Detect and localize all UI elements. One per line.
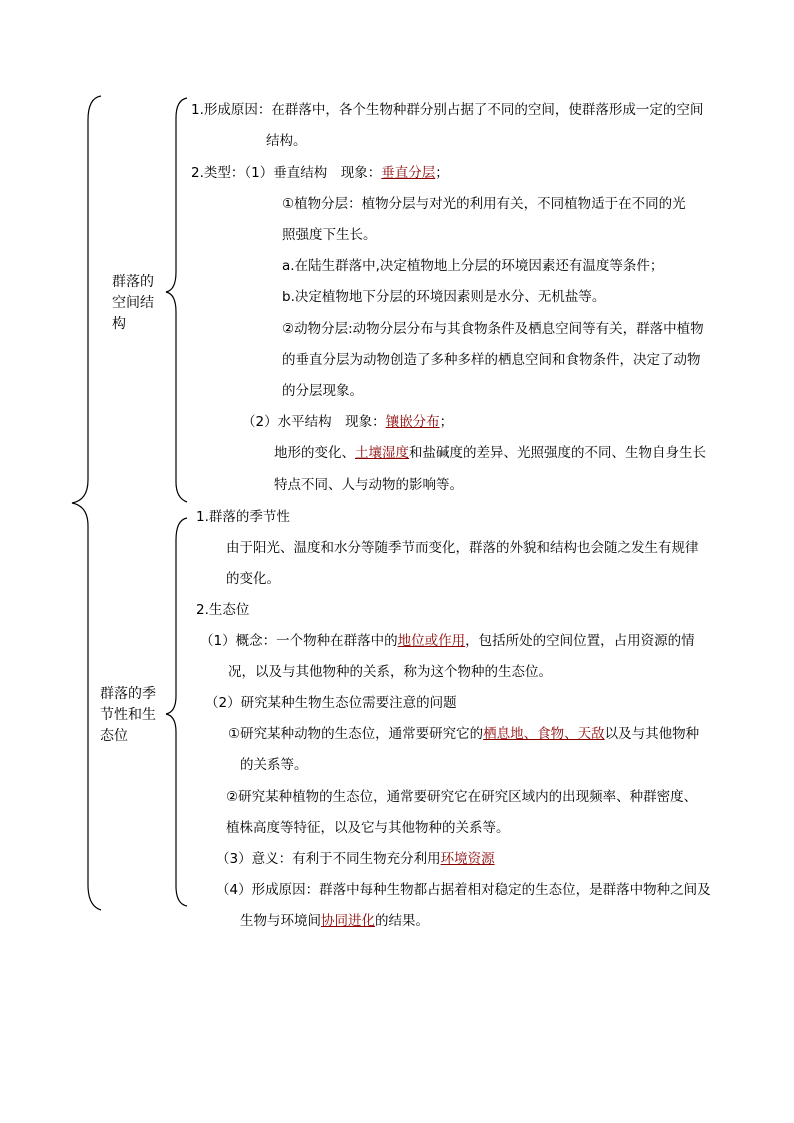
cause-line2-pre: 生物与环境间 [240,913,321,929]
research-animal-pre: ①研究某种动物的生态位，通常要研究它的 [228,726,484,742]
season-title: 1.群落的季节性 [196,509,290,525]
cause-line-2 [240,912,429,930]
section1-brace [166,98,187,502]
meaning-pre: （3）意义：有利于不同生物充分利用 [216,851,441,867]
soil-humidity: 土壤湿度 [355,445,409,461]
research-animal-line-1 [228,725,699,743]
coevolution: 协同进化 [321,913,375,929]
types-line [191,164,449,182]
factors-line-2: 特点不同、人与动物的影响等。 [274,477,463,493]
animal-line-1: ②动物分层:动物分层分布与其食物条件及栖息空间等有关，群落中植物 [282,321,704,337]
animal-line-3: 的分层现象。 [282,383,363,399]
habitat-food-enemy: 栖息地、食物、天敌 [483,726,605,742]
research-plant-line-1: ②研究某种植物的生态位，通常要研究它在研究区域内的出现频率、种群密度、 [226,789,698,805]
concept-pre: （1）概念：一个物种在群落中的 [200,633,398,649]
plant-line-a: a.在陆生群落中,决定植物地上分层的环境因素还有温度等条件； [282,258,664,274]
concept-post: ，包括所处的空间位置，占用资源的情 [465,633,695,649]
section2-label [100,684,164,747]
plant-line-1: ①植物分层：植物分层与对光的利用有关，不同植物适于在不同的光 [282,196,686,212]
formation-line-2: 结构。 [266,133,307,149]
concept-line-1 [200,632,695,650]
section2-label-line: 群落的季 [100,686,156,702]
section2-label-line: 态位 [100,728,128,744]
season-line-1: 由于阳光、温度和水分等随季节而变化，群落的外貌和结构也会随之发生有规律 [226,540,699,556]
position-or-role: 地位或作用 [397,633,466,649]
section1-label-line: 群落的 [112,274,154,290]
environmental-resources: 环境资源 [440,851,495,867]
horizontal-line [242,413,453,431]
concept-line-2: 况，以及与其他物种的关系，称为这个物种的生态位。 [228,664,552,680]
factors-line-1 [274,444,706,462]
plant-line-2: 照强度下生长。 [282,227,377,243]
horizontal-suffix: ； [439,414,454,430]
outer-brace [72,96,101,910]
niche-title: 2.生态位 [196,602,250,618]
research-animal-post: 以及与其他物种 [604,726,700,742]
research-plant-line-2: 植株高度等特征，以及它与其他物种的关系等。 [226,820,510,836]
section2-brace [166,518,187,906]
section1-label-line: 构 [112,316,126,332]
meaning-line [216,850,495,868]
section1-label [112,272,168,335]
plant-line-b: b.决定植物地下分层的环境因素则是水分、无机盐等。 [282,289,606,305]
horizontal-phenomenon: 镶嵌分布 [385,414,440,430]
cause-line2-post: 的结果。 [375,913,429,929]
research-animal-line-2: 的关系等。 [240,757,308,773]
research-title: （2）研究某种生物生态位需要注意的问题 [205,695,457,711]
animal-line-2: 的垂直分层为动物创造了多种多样的栖息空间和食物条件，决定了动物 [282,352,701,368]
factors-post: 和盐碱度的差异、光照强度的不同、生物自身生长 [409,445,706,461]
factors-pre: 地形的变化、 [274,445,355,461]
season-line-2: 的变化。 [226,571,280,587]
section1-label-line: 空间结 [112,295,154,311]
cause-line-1: （4）形成原因：群落中每种生物都占据着相对稳定的生态位，是群落中物种之间及 [216,882,711,898]
types-prefix: 2.类型：（1）垂直结构 现象： [191,165,382,181]
horizontal-prefix: （2）水平结构 现象： [242,414,386,430]
vertical-phenomenon: 垂直分层 [381,165,436,181]
formation-line-1: 1.形成原因：在群落中，各个生物种群分别占据了不同的空间，使群落形成一定的空间 [191,102,704,118]
section2-label-line: 节性和生 [100,707,156,723]
types-suffix: ； [435,165,449,181]
